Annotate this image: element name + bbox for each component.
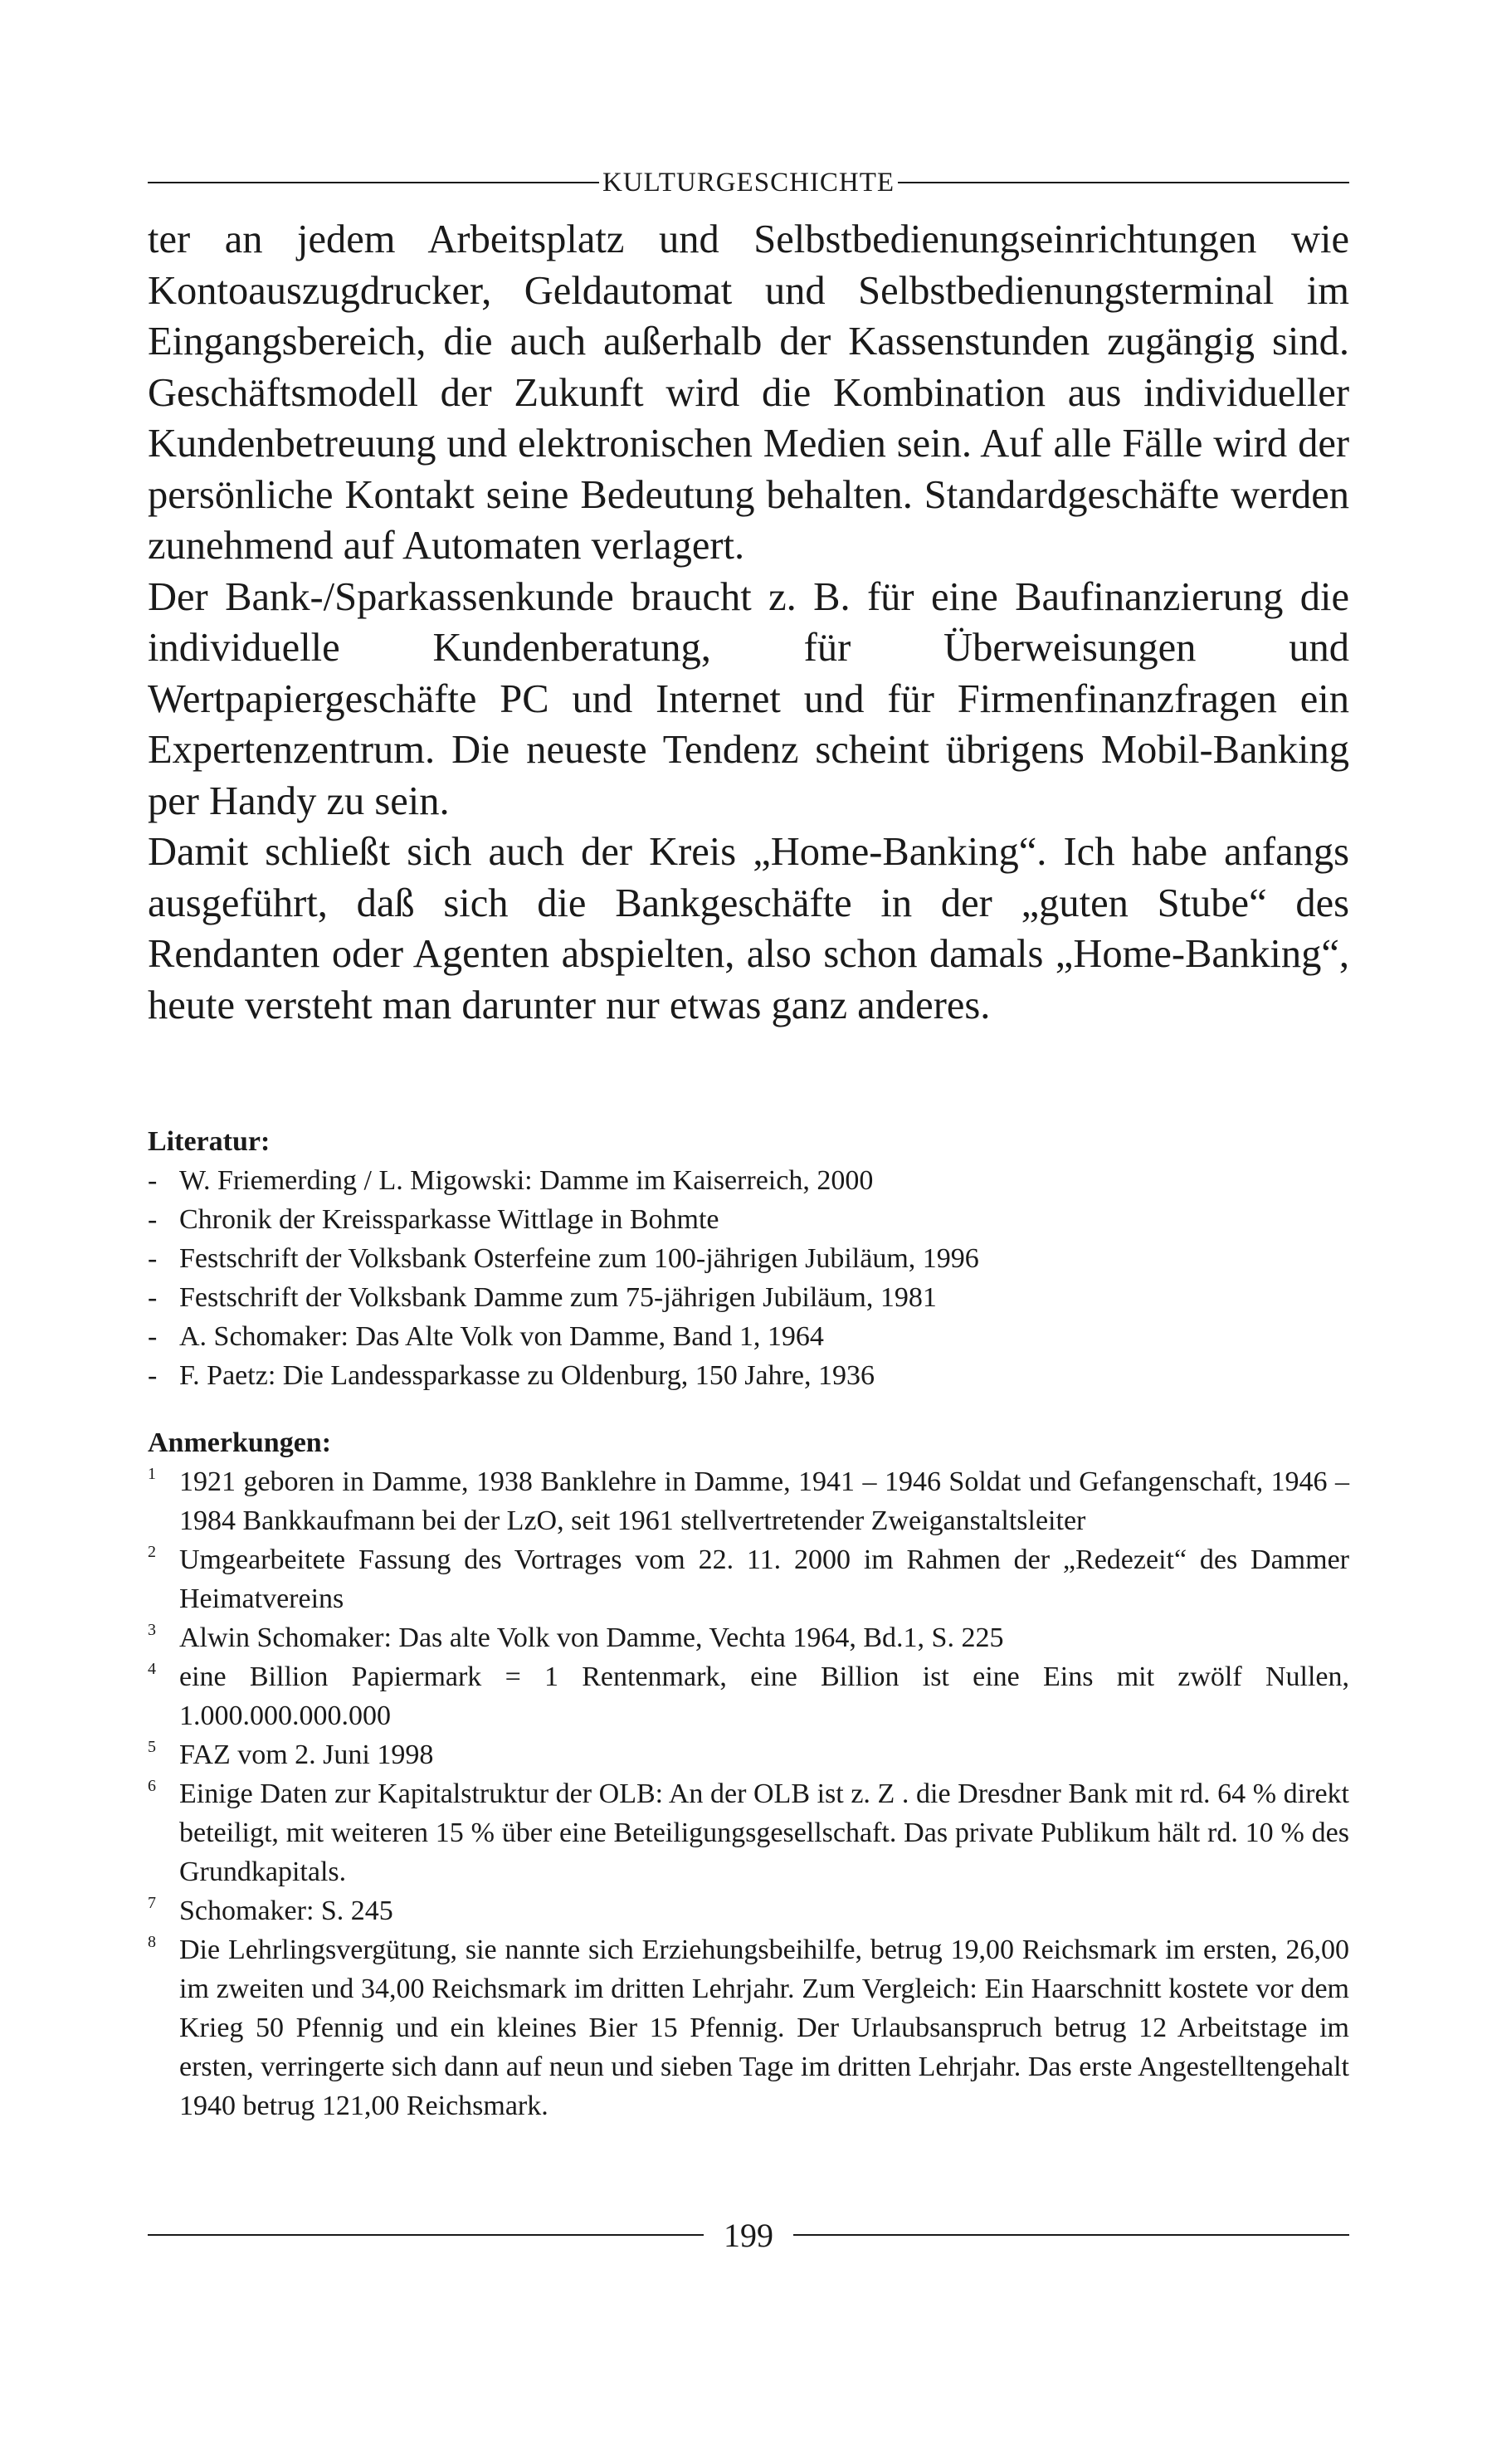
literature-section <box>148 1122 1349 1395</box>
footnote-number: 8 <box>148 1933 156 1951</box>
notes-title: Anmerkungen: <box>148 1427 332 1458</box>
footnote-text: Alwin Schomaker: Das alte Volk von Damme, Vechta 1964, Bd.1, S. 225 <box>179 1622 1004 1653</box>
footnote-number: 5 <box>148 1738 156 1756</box>
footnote <box>148 1735 1349 1774</box>
footnote <box>148 1657 1349 1735</box>
footnote <box>148 1462 1349 1540</box>
list-dash: - <box>148 1360 158 1391</box>
literature-item <box>148 1317 1349 1356</box>
literature-item-text: Festschrift der Volksbank Osterfeine zum 100-jährigen Jubiläum, 1996 <box>179 1243 979 1274</box>
literature-item <box>148 1356 1349 1395</box>
notes-list <box>148 1462 1349 2125</box>
footnote-text: eine Billion Papiermark = 1 Rentenmark, eine Billion ist eine Eins mit zwölf Nullen, 1.000.000.000.000 <box>179 1661 1349 1731</box>
list-dash: - <box>148 1165 158 1196</box>
footnote <box>148 1540 1349 1618</box>
list-dash: - <box>148 1321 158 1352</box>
list-dash: - <box>148 1282 158 1313</box>
body-paragraph: Damit schließt sich auch der Kreis „Home-Banking“. Ich habe anfangs ausgeführt, daß sich die Bankgeschäfte in der „guten Stube“ des Rendanten oder Agenten abspielten, also schon damals „Home-Banking“, heute versteht man darunter nur etwas ganz anderes. <box>148 830 1349 1027</box>
literature-item-text: W. Friemerding / L. Migowski: Damme im Kaiserreich, 2000 <box>179 1165 874 1196</box>
footnote-number: 1 <box>148 1465 156 1483</box>
body-paragraph: ter an jedem Arbeitsplatz und Selbstbedienungseinrichtungen wie Kontoauszugdrucker, Geldautomat und Selbstbedienungsterminal im Eingangsbereich, die auch außerhalb der Kassenstunden zugängig sind. Geschäftsmodell der Zukunft wird die Kombination aus individueller Kundenbetreuung und elektronischen Medien sein. Auf alle Fälle wird der persönliche Kontakt seine Bedeutung behalten. Standardgeschäfte werden zunehmend auf Automaten verlagert. <box>148 217 1349 568</box>
literature-item-text: Chronik der Kreissparkasse Wittlage in Bohmte <box>179 1204 719 1235</box>
footnote-text: 1921 geboren in Damme, 1938 Banklehre in Damme, 1941 – 1946 Soldat und Gefangenschaft, 1946 – 1984 Bankkaufmann bei der LzO, seit 1961 stellvertretender Zweiganstaltsleiter <box>179 1466 1349 1536</box>
notes-section <box>148 1423 1349 2125</box>
page-number: 199 <box>724 2216 773 2254</box>
literature-item-text: Festschrift der Volksbank Damme zum 75-jährigen Jubiläum, 1981 <box>179 1282 937 1313</box>
footnote-text: Die Lehrlingsvergütung, sie nannte sich Erziehungsbeihilfe, betrug 19,00 Reichsmark im ersten, 26,00 im zweiten und 34,00 Reichsmark im dritten Lehrjahr. Zum Vergleich: Ein Haarschnitt kostete vor dem Krieg 50 Pfennig und ein kleines Bier 15 Pfennig. Der Urlaubsanspruch betrug 12 Arbeitstage im ersten, verringerte sich dann auf neun und sieben Tage im dritten Lehrjahr. Das erste Angestelltengehalt 1940 betrug 121,00 Reichsmark. <box>179 1935 1349 2121</box>
header-rule-left <box>148 182 599 183</box>
footnote <box>148 1618 1349 1657</box>
running-header <box>148 158 1349 207</box>
literature-title: Literatur: <box>148 1126 271 1157</box>
literature-item <box>148 1161 1349 1200</box>
list-dash: - <box>148 1204 158 1235</box>
footnote-text: Einige Daten zur Kapitalstruktur der OLB: An der OLB ist z. Z . die Dresdner Bank mit rd. 64 % direkt beteiligt, mit weiteren 15 % über eine Beteiligungsgesellschaft. Das private Publikum hält rd. 10 % des Grundkapitals. <box>179 1778 1349 1887</box>
footnote-text: Umgearbeitete Fassung des Vortrages vom 22. 11. 2000 im Rahmen der „Redezeit“ des Dammer Heimatvereins <box>179 1544 1349 1614</box>
footnote <box>148 1891 1349 1930</box>
page-footer <box>148 2212 1349 2258</box>
footnote-text: Schomaker: S. 245 <box>179 1896 393 1926</box>
footnote-number: 7 <box>148 1894 156 1912</box>
footnote-text: FAZ vom 2. Juni 1998 <box>179 1739 434 1770</box>
literature-item-text: F. Paetz: Die Landessparkasse zu Oldenburg, 150 Jahre, 1936 <box>179 1360 875 1391</box>
footnote-number: 2 <box>148 1543 156 1561</box>
document-page <box>148 158 1349 2125</box>
footnote <box>148 1774 1349 1891</box>
footnote-number: 6 <box>148 1777 156 1795</box>
header-title: KULTURGESCHICHTE <box>602 167 895 198</box>
footnote <box>148 1930 1349 2125</box>
literature-item-text: A. Schomaker: Das Alte Volk von Damme, Band 1, 1964 <box>179 1321 824 1352</box>
footer-rule-right <box>793 2234 1349 2236</box>
header-rule-right <box>898 182 1349 183</box>
list-dash: - <box>148 1243 158 1274</box>
literature-item <box>148 1200 1349 1239</box>
literature-item <box>148 1278 1349 1317</box>
body-paragraph: Der Bank-/Sparkassenkunde braucht z. B. für eine Baufinanzierung die individuelle Kundenberatung, für Überweisungen und Wertpapiergeschäfte PC und Internet und für Firmenfinanzfragen ein Expertenzentrum. Die neueste Tendenz scheint übrigens Mobil-Banking per Handy zu sein. <box>148 574 1349 823</box>
footnote-number: 3 <box>148 1621 156 1639</box>
main-text <box>148 214 1349 1031</box>
literature-list <box>148 1161 1349 1395</box>
footnote-number: 4 <box>148 1660 156 1678</box>
literature-item <box>148 1239 1349 1278</box>
footer-rule-left <box>148 2234 704 2236</box>
